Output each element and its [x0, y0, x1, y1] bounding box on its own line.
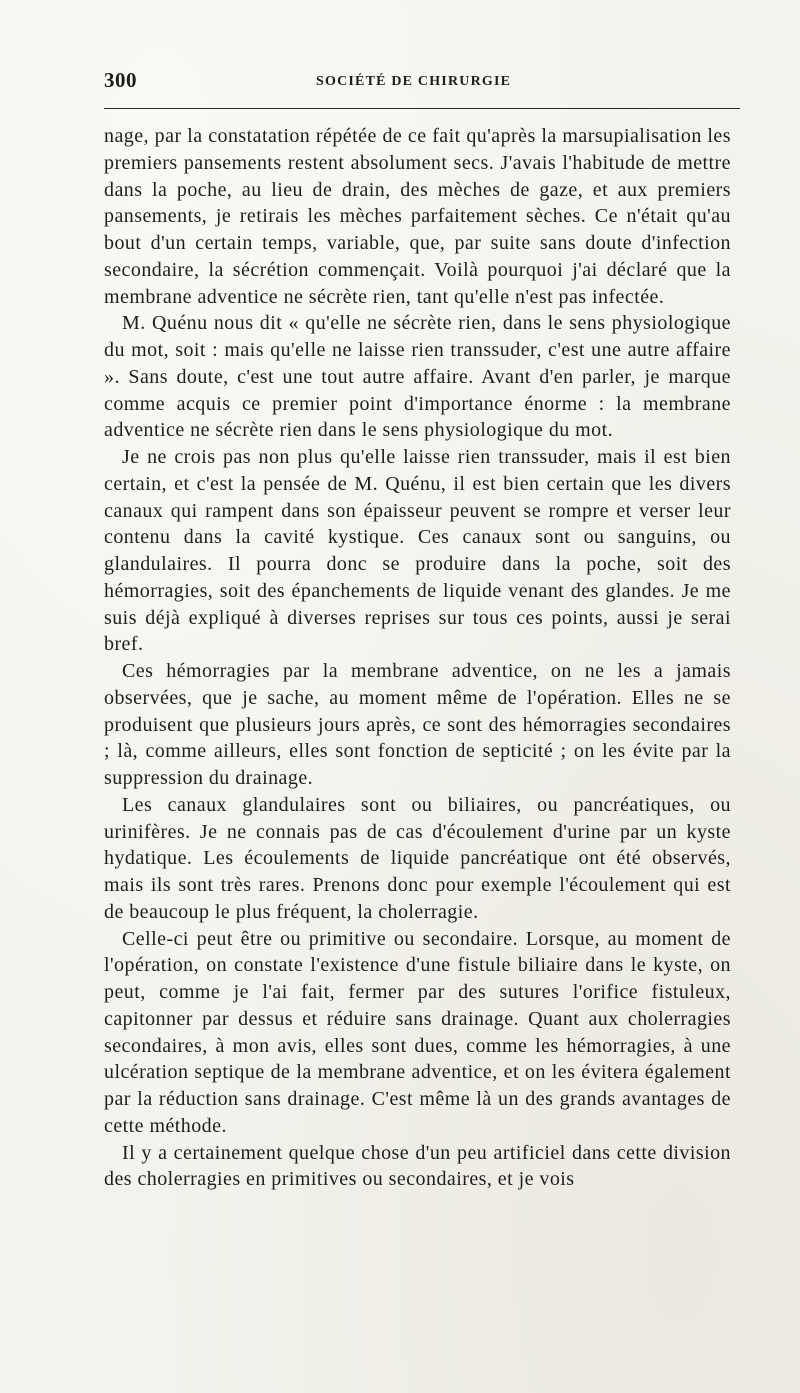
paragraph: Les canaux glandulaires sont ou biliaires, ou pancréatiques, ou urinifères. Je ne connais pas de cas d'écoulement d'urine par un kyste hydatique. Les écoulements de liquide pancréatique ont été observés, mais ils sont très rares. Prenons donc pour exemple l'écoulement qui est de beaucoup le plus fréquent, la cholerragie.: [104, 793, 731, 923]
body-text: [104, 123, 731, 1193]
paragraph: M. Quénu nous dit « qu'elle ne sécrète rien, dans le sens physiologique du mot, soit : mais qu'elle ne laisse rien transsuder, c'est une autre affaire ». Sans doute, c'est une tout autre affaire. Avant d'en parler, je marque comme acquis ce premier point d'importance énorme : la membrane adventice ne sécrète rien dans le sens physiologique du mot.: [104, 312, 731, 442]
running-title: SOCIÉTÉ DE CHIRURGIE: [316, 74, 512, 89]
paragraph: Ces hémorragies par la membrane adventice, on ne les a jamais observées, que je sache, au moment même de l'opération. Elles ne se produisent que plusieurs jours après, ce sont des hémorragies secondaires ; là, comme ailleurs, elles sont fonction de septicité ; on les évite par la suppression du drainage.: [104, 660, 731, 789]
paragraph: Celle-ci peut être ou primitive ou secondaire. Lorsque, au moment de l'opération, on constate l'existence d'une fistule biliaire dans le kyste, on peut, comme je l'ai fait, fermer par des sutures l'orifice fistuleux, capitonner par dessus et réduire sans drainage. Quant aux cholerragies secondaires, à mon avis, elles sont dues, comme les hémorragies, à une ulcération septique de la membrane adventice, et on les évitera également par la réduction sans drainage. C'est même là un des grands avantages de cette méthode.: [104, 927, 731, 1137]
page-number: 300: [104, 68, 137, 92]
paragraph: Je ne crois pas non plus qu'elle laisse rien transsuder, mais il est bien certain, et c'est la pensée de M. Quénu, il est bien certain que les divers canaux qui rampent dans son épaisseur peuvent se rompre et verser leur contenu dans la cavité kystique. Ces canaux sont ou sanguins, ou glandulaires. Il pourra donc se produire dans la poche, soit des hémorragies, soit des épanchements de liquide venant des glandes. Je me suis déjà expliqué à diverses reprises sur tous ces points, aussi je serai bref.: [104, 446, 731, 656]
paragraph-continuation: nage, par la constatation répétée de ce fait qu'après la marsupialisation les premiers pansements restent absolument secs. J'avais l'habitude de mettre dans la poche, au lieu de drain, des mèches de gaze, et aux premiers pansements, je retirais les mèches parfaitement sèches. Ce n'était qu'au bout d'un certain temps, variable, que, par suite sans doute d'infection secondaire, la sécrétion commençait. Voilà pourquoi j'ai déclaré que la membrane adventice ne sécrète rien, tant qu'elle n'est pas infectée.: [104, 125, 731, 308]
page-header: [104, 68, 740, 98]
header-rule: [104, 108, 740, 109]
paragraph: Il y a certainement quelque chose d'un peu artificiel dans cette division des cholerragies en primitives ou secondaires, et je vois: [104, 1141, 731, 1191]
